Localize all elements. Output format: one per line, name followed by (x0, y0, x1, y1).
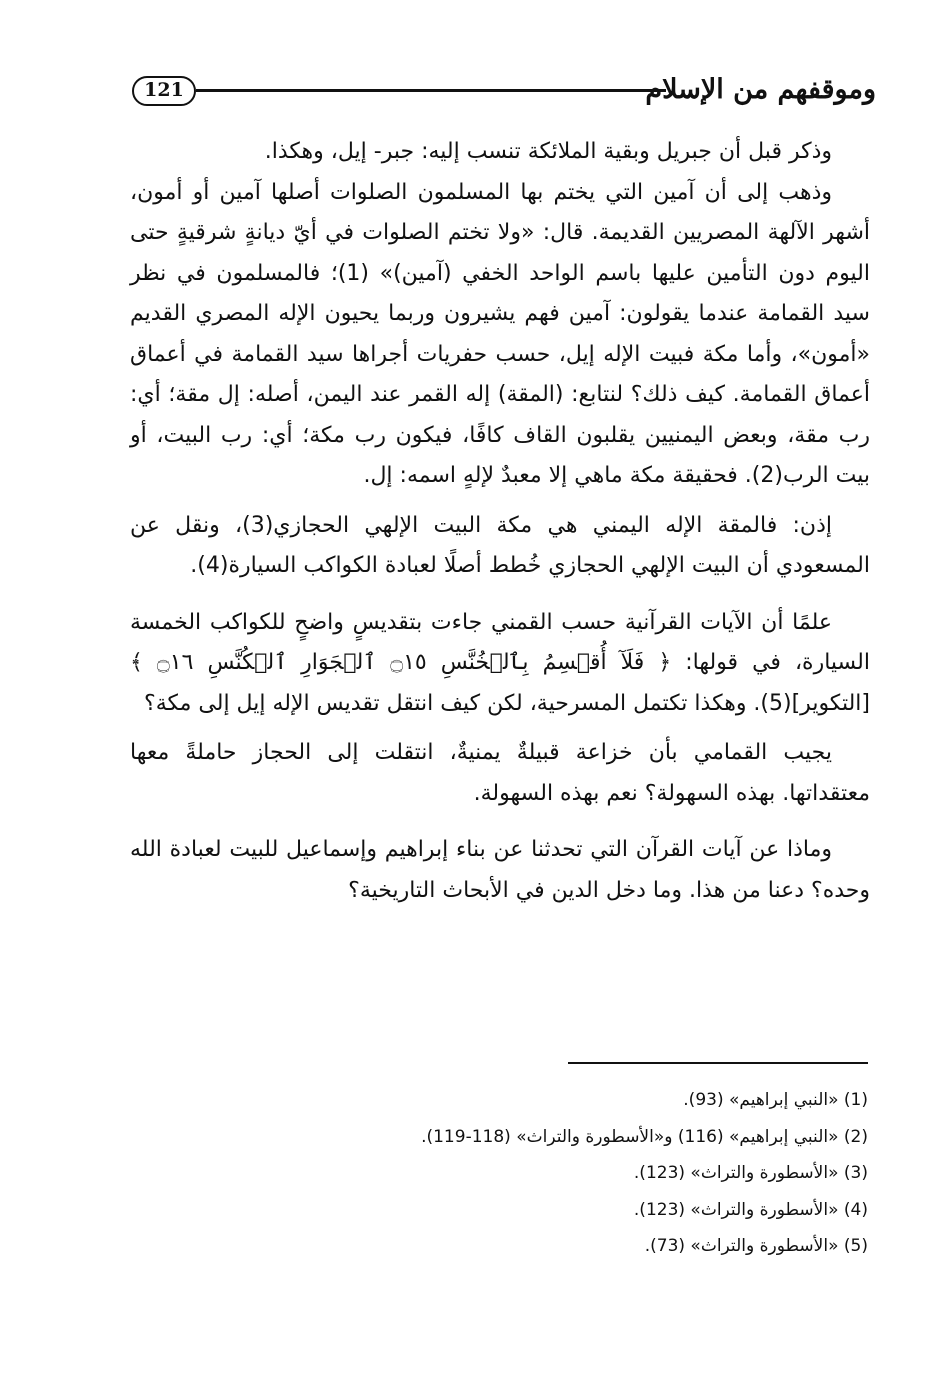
footnote: (1) «النبي إبراهيم» (93). (683, 1090, 868, 1110)
footnote-separator (568, 1062, 868, 1064)
paragraph: يجيب القمامي بأن خزاعة قبيلةٌ يمنيةٌ، انتقلت إلى الحجاز حاملةً معها معتقداتها. بهذه السهولة؟ نعم بهذه السهولة. (130, 740, 870, 806)
footnote: (5) «الأسطورة والتراث» (73). (644, 1236, 868, 1256)
header-rule (196, 89, 666, 92)
footnote: (4) «الأسطورة والتراث» (123). (633, 1199, 868, 1220)
page-number: 121 (132, 76, 196, 106)
paragraph: علمًا أن الآيات القرآنية حسب القمني جاءت بتقديسٍ واضحٍ للكواكب الخمسة السيارة، في قولها: ﴿ فَلَآ أُقۡسِمُ بِٱلۡخُنَّسِ ۝١٥ ٱلۡجَوَارِ ٱلۡكُنَّسِ ۝١٦ ﴾ [التكوير](5). وهكذا تكتمل المسرحية، لكن كيف انتقل تقديس الإله إيل إلى مكة؟ (130, 609, 870, 716)
book-title: وموقفهم من الإسلام (645, 74, 876, 105)
body-text (130, 132, 870, 911)
running-header (126, 74, 876, 108)
paragraph: وذهب إلى أن آمين التي يختم بها المسلمون الصلوات أصلها آمين أو أمون، أشهر الآلهة المصريين القديمة. قال: «ولا تختم الصلوات في أيّ ديانةٍ شرقيةٍ حتى اليوم دون التأمين عليها باسم الواحد الخفي (آمين)» (1)؛ فالمسلمون في نظر سيد القمامة عندما يقولون: آمين فهم يشيرون وربما يحيون الإله المصري القديم «أمون»، وأما مكة فبيت الإله إيل، حسب حفريات أجراها سيد القمامة في أعماق أعماق القمامة. كيف ذلك؟ لنتابع: (المقة) إله القمر عند اليمن، أصله: إل مقة؛ أي: رب مقة، وبعض اليمنيين يقلبون القاف كافًا، فيكون رب مكة؛ أي: رب البيت، أو بيت الرب(2). فحقيقة مكة ماهي إلا معبدٌ لإلهٍ اسمه: إل. (130, 179, 870, 488)
footnotes (300, 1088, 868, 1271)
paragraph: وماذا عن آيات القرآن التي تحدثنا عن بناء إبراهيم وإسماعيل للبيت لعبادة الله وحده؟ دعنا من هذا. وما دخل الدين في الأبحاث التاريخية؟ (130, 837, 870, 903)
paragraph: وذكر قبل أن جبريل وبقية الملائكة تنسب إليه: جبر- إيل، وهكذا. (264, 139, 832, 164)
footnote: (3) «الأسطورة والتراث» (123). (633, 1163, 868, 1183)
footnote: (2) «النبي إبراهيم» (116) و«الأسطورة والتراث» (118-119). (421, 1126, 868, 1147)
paragraph: إذن: فالمقة الإله اليمني هي مكة البيت الإلهي الحجازي(3)، ونقل عن المسعودي أن البيت الإلهي الحجازي خُطط أصلًا لعبادة الكواكب السيارة(4). (130, 512, 870, 578)
